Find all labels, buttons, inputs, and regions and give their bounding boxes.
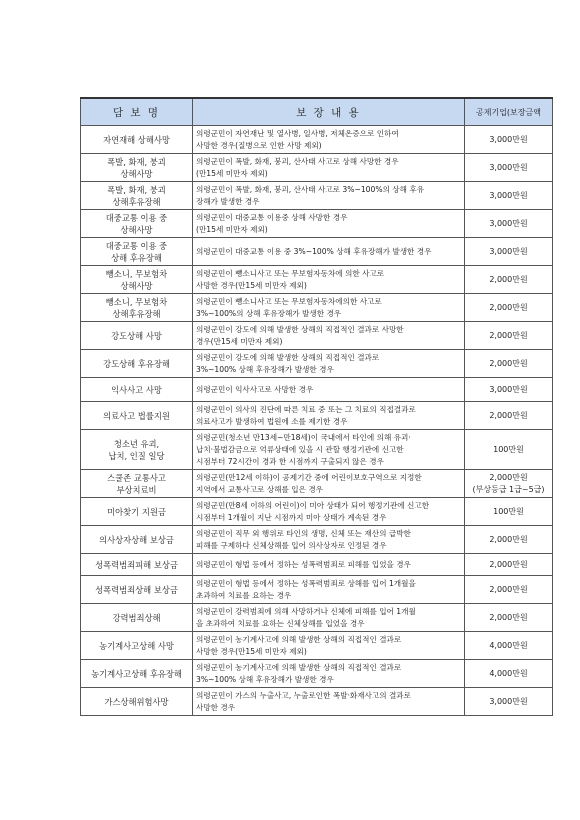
- coverage-amount-cell: [465, 266, 553, 294]
- header-coverage-details: 보 장 내 용: [193, 98, 465, 126]
- coverage-desc-line: 사망한 경우: [196, 702, 236, 712]
- coverage-amount-line: 3,000만원: [489, 696, 528, 706]
- coverage-amount-cell: [465, 154, 553, 182]
- coverage-desc-line: 사망한 경우(만15세 미만자 제외): [196, 280, 307, 290]
- coverage-amount-line: (부상등급 1급~5급): [472, 484, 545, 494]
- coverage-desc-line: 의령군민(만12세 이하)이 공제기간 중에 어린이보호구역으로 지정한: [196, 472, 422, 482]
- table-row: [81, 322, 553, 350]
- coverage-desc-line: 3%~100%의 상해 후유장해가 발생한 경우: [196, 308, 342, 318]
- coverage-desc-line: 의령군민이 가스의 누출사고, 누출로인한 폭발·화재사고의 결과로: [196, 690, 411, 700]
- coverage-amount-cell: [465, 526, 553, 554]
- coverage-amount-cell: [465, 498, 553, 526]
- coverage-desc-line: 의령군민이 강도에 의해 발생한 상해의 직접적인 결과로 사망한: [196, 324, 404, 334]
- coverage-amount-line: 3,000만원: [489, 162, 528, 172]
- coverage-desc-line: 의령군민이 형법 등에서 정하는 성폭력범죄로 상해를 입어 1개월을: [196, 578, 416, 588]
- coverage-name-cell: [81, 182, 193, 210]
- coverage-amount-line: 100만원: [493, 506, 524, 516]
- coverage-name-line: 미아찾기 지원금: [107, 506, 166, 517]
- coverage-desc-line: 의령군민이 형법 등에서 정하는 성폭력범죄로 피해를 입었을 경우: [196, 559, 411, 569]
- coverage-desc-line: 의령군민이 직무 외 행위로 타인의 생명, 신체 또는 재산의 급박한: [196, 528, 411, 538]
- coverage-desc-line: 의령군민이 폭발, 화재, 붕괴, 산사태 사고로 3%~100%의 상해 후유: [196, 184, 425, 194]
- coverage-desc-line: 의령군민이 자연재난 및 열사병, 일사병, 저체온증으로 인하여: [196, 128, 399, 138]
- coverage-desc-line: 납치·불법감금으로 억류상태에 있을 시 관할 행정기관에 신고한: [196, 444, 404, 454]
- coverage-desc-cell: [193, 576, 465, 604]
- coverage-amount-line: 2,000만원: [489, 330, 528, 340]
- coverage-desc-line: 을 초과하여 치료를 요하는 신체상해를 입었을 경우: [196, 618, 365, 628]
- coverage-amount-cell: [465, 378, 553, 402]
- table-row: [81, 126, 553, 154]
- coverage-desc-line: 시점부터 1개월이 지난 시점까지 미아 상태가 계속된 경우: [196, 512, 387, 522]
- table-row: [81, 498, 553, 526]
- coverage-amount-cell: [465, 402, 553, 430]
- coverage-name-line: 상해사망: [120, 224, 153, 235]
- coverage-name-line: 강도상해 후유장해: [103, 358, 170, 369]
- coverage-amount-line: 100만원: [493, 444, 524, 454]
- coverage-desc-line: 의령군민(청소년 만13세~만18세)이 국내에서 타인에 의해 유괴·: [196, 432, 411, 442]
- table-row: [81, 378, 553, 402]
- coverage-desc-line: 경우(만15세 미만자 제외): [196, 336, 283, 346]
- coverage-name-line: 상해후유장해: [112, 196, 161, 207]
- coverage-amount-cell: [465, 688, 553, 716]
- coverage-name-line: 부상치료비: [116, 484, 157, 495]
- coverage-name-line: 상해사망: [120, 280, 153, 291]
- table-row: [81, 604, 553, 632]
- table-row: [81, 660, 553, 688]
- coverage-amount-line: 2,000만원: [489, 534, 528, 544]
- table-body: [81, 126, 553, 716]
- coverage-desc-line: 사망한 경우(질병으로 인한 사망 제외): [196, 140, 322, 150]
- coverage-amount-line: 4,000만원: [489, 668, 528, 678]
- coverage-desc-line: 의령군민이 농기계사고에 의해 발생한 상해의 직접적인 결과로: [196, 634, 402, 644]
- coverage-name-line: 성폭력범죄피해 보상금: [95, 559, 178, 570]
- coverage-amount-cell: [465, 294, 553, 322]
- coverage-name-line: 자연재해 상해사망: [103, 134, 170, 145]
- coverage-amount-line: 3,000만원: [489, 246, 528, 256]
- table-row: [81, 430, 553, 470]
- coverage-amount-cell: [465, 576, 553, 604]
- coverage-name-cell: [81, 430, 193, 470]
- table-row: [81, 688, 553, 716]
- coverage-desc-cell: [193, 294, 465, 322]
- coverage-desc-line: 의령군민이 강력범죄에 의해 사망하거나 신체에 피해를 입어 1개월: [196, 606, 416, 616]
- coverage-amount-line: 2,000만원: [489, 274, 528, 284]
- coverage-name-line: 익사사고 사망: [111, 384, 162, 395]
- coverage-name-cell: [81, 576, 193, 604]
- coverage-amount-line: 3,000만원: [489, 134, 528, 144]
- coverage-name-line: 뺑소니, 무보험차: [105, 296, 168, 307]
- header-coverage-name: 담 보 명: [81, 98, 193, 126]
- coverage-name-cell: [81, 526, 193, 554]
- coverage-name-cell: [81, 126, 193, 154]
- coverage-desc-cell: [193, 430, 465, 470]
- table-row: [81, 266, 553, 294]
- coverage-name-cell: [81, 554, 193, 576]
- table-row: [81, 210, 553, 238]
- coverage-name-line: 농기계사고상해 후유장해: [91, 668, 182, 679]
- table-row: [81, 470, 553, 498]
- coverage-name-line: 농기계사고상해 사망: [99, 640, 174, 651]
- coverage-name-line: 대중교통 이용 중: [105, 212, 168, 223]
- coverage-name-line: 강도상해 사망: [111, 330, 162, 341]
- coverage-name-line: 가스상해위험사망: [104, 696, 169, 707]
- coverage-amount-line: 2,000만원: [489, 410, 528, 420]
- coverage-name-cell: [81, 470, 193, 498]
- table-row: [81, 402, 553, 430]
- coverage-amount-cell: [465, 238, 553, 266]
- coverage-desc-cell: [193, 688, 465, 716]
- table-row: [81, 350, 553, 378]
- coverage-desc-cell: [193, 322, 465, 350]
- coverage-amount-cell: [465, 430, 553, 470]
- coverage-amount-cell: [465, 322, 553, 350]
- coverage-name-cell: [81, 154, 193, 182]
- coverage-desc-cell: [193, 350, 465, 378]
- coverage-amount-line: 2,000만원: [489, 358, 528, 368]
- table-header-row: [81, 98, 553, 126]
- table-row: [81, 632, 553, 660]
- coverage-name-cell: [81, 322, 193, 350]
- coverage-amount-line: 2,000만원: [489, 559, 528, 569]
- coverage-desc-cell: [193, 126, 465, 154]
- coverage-desc-line: 의령군민이 강도에 의해 발생한 상해의 직접적인 결과로: [196, 352, 380, 362]
- coverage-desc-line: 의료사고가 발생하여 법원에 소를 제기한 경우: [196, 416, 348, 426]
- coverage-table: [80, 97, 553, 716]
- coverage-name-cell: [81, 632, 193, 660]
- coverage-desc-cell: [193, 266, 465, 294]
- table-row: [81, 576, 553, 604]
- coverage-name-line: 상해사망: [120, 168, 153, 179]
- coverage-desc-line: 초과하여 치료를 요하는 경우: [196, 590, 292, 600]
- coverage-name-line: 상해후유장해: [112, 308, 161, 319]
- coverage-desc-cell: [193, 470, 465, 498]
- coverage-desc-line: 의령군민이 의사의 진단에 따른 치료 중 또는 그 치료의 직접결과로: [196, 404, 416, 414]
- coverage-name-cell: [81, 498, 193, 526]
- coverage-name-line: 청소년 유괴,: [113, 438, 160, 449]
- coverage-name-line: 성폭력범죄상해 보상금: [95, 584, 178, 595]
- table-row: [81, 182, 553, 210]
- coverage-desc-cell: [193, 402, 465, 430]
- coverage-name-line: 폭발, 화재, 붕괴: [107, 156, 166, 167]
- coverage-desc-line: 장해가 발생한 경우: [196, 196, 260, 206]
- coverage-amount-line: 2,000만원: [489, 302, 528, 312]
- coverage-name-cell: [81, 238, 193, 266]
- coverage-name-cell: [81, 604, 193, 632]
- coverage-desc-line: 의령군민이 익사사고로 사망한 경우: [196, 384, 314, 394]
- coverage-desc-cell: [193, 210, 465, 238]
- coverage-desc-line: 의령군민이 폭발, 화재, 붕괴, 산사태 사고로 상해 사망한 경우: [196, 156, 399, 166]
- coverage-name-cell: [81, 294, 193, 322]
- coverage-name-cell: [81, 378, 193, 402]
- coverage-desc-line: 의령군민이 농기계사고에 의해 발생한 상해의 직접적인 결과로: [196, 662, 402, 672]
- coverage-desc-line: 의령군민(만8세 이하의 어린이)이 미아 상태가 되어 행정기관에 신고한: [196, 500, 430, 510]
- table-row: [81, 154, 553, 182]
- coverage-name-line: 상해 후유장해: [111, 252, 162, 263]
- coverage-amount-cell: [465, 554, 553, 576]
- coverage-amount-line: 2,000만원: [489, 584, 528, 594]
- coverage-desc-line: 3%~100% 상해 후유장해가 발생한 경우: [196, 674, 334, 684]
- coverage-amount-cell: [465, 350, 553, 378]
- coverage-amount-cell: [465, 470, 553, 498]
- coverage-amount-line: 3,000만원: [489, 384, 528, 394]
- coverage-desc-line: 의령군민이 뺑소니사고 또는 무보험자동차에의한 사고로: [196, 296, 382, 306]
- coverage-amount-line: 3,000만원: [489, 218, 528, 228]
- coverage-name-cell: [81, 402, 193, 430]
- coverage-desc-line: (만15세 미만자 제외): [196, 224, 268, 234]
- coverage-amount-line: 2,000만원: [489, 472, 528, 482]
- coverage-desc-line: 3%~100% 상해 후유장해가 발생한 경우: [196, 364, 334, 374]
- table-row: [81, 238, 553, 266]
- coverage-desc-cell: [193, 660, 465, 688]
- coverage-name-line: 의료사고 법률지원: [103, 410, 170, 421]
- coverage-amount-cell: [465, 660, 553, 688]
- coverage-name-line: 납치, 인질 일당: [108, 450, 165, 461]
- coverage-desc-line: 의령군민이 대중교통 이용중 상해 사망한 경우: [196, 212, 348, 222]
- coverage-desc-cell: [193, 182, 465, 210]
- coverage-amount-line: 4,000만원: [489, 640, 528, 650]
- coverage-amount-cell: [465, 182, 553, 210]
- coverage-amount-cell: [465, 632, 553, 660]
- coverage-name-cell: [81, 266, 193, 294]
- coverage-name-cell: [81, 350, 193, 378]
- coverage-desc-line: 의령군민이 뺑소니사고 또는 무보험자동차에 의한 사고로: [196, 268, 385, 278]
- coverage-desc-cell: [193, 604, 465, 632]
- coverage-name-cell: [81, 688, 193, 716]
- coverage-desc-cell: [193, 526, 465, 554]
- table-row: [81, 294, 553, 322]
- table-row: [81, 554, 553, 576]
- table-row: [81, 526, 553, 554]
- coverage-amount-cell: [465, 604, 553, 632]
- coverage-name-cell: [81, 210, 193, 238]
- coverage-name-line: 스쿨존 교통사고: [107, 472, 166, 483]
- header-coverage-amount: 공제기업(보장금액: [465, 98, 553, 126]
- coverage-desc-cell: [193, 238, 465, 266]
- coverage-desc-line: 의령군민이 대중교통 이용 중 3%~100% 상해 후유장해가 발생한 경우: [196, 246, 432, 256]
- coverage-name-line: 폭발, 화재, 붕괴: [107, 184, 166, 195]
- coverage-desc-line: (만15세 미만자 제외): [196, 168, 268, 178]
- coverage-name-cell: [81, 660, 193, 688]
- coverage-name-line: 뺑소니, 무보험차: [105, 268, 168, 279]
- coverage-desc-cell: [193, 378, 465, 402]
- coverage-desc-line: 지역에서 교통사고로 상해를 입은 경우: [196, 484, 324, 494]
- coverage-desc-cell: [193, 632, 465, 660]
- coverage-desc-line: 피해를 구제하다 신체상해를 입어 의사상자로 인정된 경우: [196, 540, 387, 550]
- coverage-desc-line: 시점부터 72시간이 경과 한 시점까지 구출되지 않은 경우: [196, 456, 384, 466]
- coverage-amount-line: 2,000만원: [489, 612, 528, 622]
- coverage-amount-line: 3,000만원: [489, 190, 528, 200]
- coverage-desc-cell: [193, 554, 465, 576]
- coverage-name-line: 의사상자상해 보상금: [99, 534, 174, 545]
- coverage-name-line: 강력범죄상해: [112, 612, 161, 623]
- coverage-amount-cell: [465, 126, 553, 154]
- coverage-desc-cell: [193, 498, 465, 526]
- coverage-desc-line: 사망한 경우(만15세 미만자 제외): [196, 646, 307, 656]
- coverage-amount-cell: [465, 210, 553, 238]
- coverage-name-line: 대중교통 이용 중: [105, 240, 168, 251]
- coverage-desc-cell: [193, 154, 465, 182]
